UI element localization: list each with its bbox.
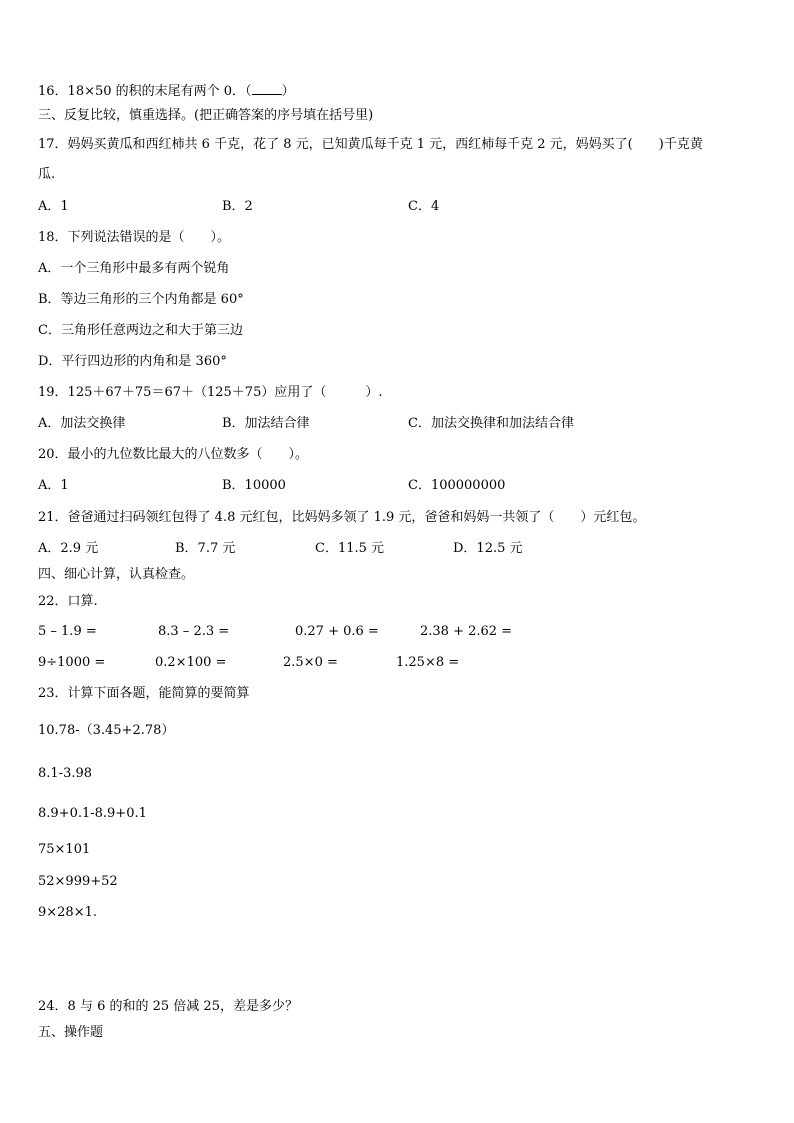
question-19-option-c: C．加法交换律和加法结合律	[408, 416, 574, 431]
question-17-option-c: C．4	[408, 199, 440, 214]
section-3-title: 三、反复比较，慎重选择。(把正确答案的序号填在括号里)	[38, 108, 374, 123]
question-18-option-a: A．一个三角形中最多有两个锐角	[38, 261, 230, 276]
question-17-line-1: 17．妈妈买黄瓜和西红柿共 6 千克，花了 8 元，已知黄瓜每千克 1 元，西红柿每千克 2 元，妈妈买了( )千克黄	[38, 137, 703, 152]
mental-calc-item: 2.38 + 2.62 =	[420, 624, 513, 639]
question-18-stem: 18．下列说法错误的是（ ）。	[38, 230, 231, 245]
question-20-option-c: C．100000000	[408, 478, 506, 493]
question-21-option-d: D．12.5 元	[453, 541, 523, 556]
question-21-option-a: A．2.9 元	[38, 541, 99, 556]
question-16-text: 16．18×50 的积的末尾有两个 0．（	[38, 84, 252, 99]
question-16	[38, 82, 295, 101]
question-16-tail: ）	[281, 84, 295, 99]
question-18-option-b: B．等边三角形的三个内角都是 60°	[38, 292, 244, 307]
question-17-option-a: A．1	[38, 199, 69, 214]
question-19-option-a: A．加法交换律	[38, 416, 126, 431]
mental-calc-item: 0.27 + 0.6 =	[295, 624, 379, 639]
calc-item: 75×101	[38, 842, 91, 857]
question-23-stem: 23．计算下面各题，能简算的要简算	[38, 686, 250, 701]
question-22-stem: 22．口算.	[38, 594, 98, 609]
section-4-title: 四、细心计算，认真检查。	[38, 567, 195, 582]
calc-item: 9×28×1.	[38, 905, 98, 920]
calc-item: 8.9+0.1-8.9+0.1	[38, 806, 147, 821]
calc-item: 8.1-3.98	[38, 766, 93, 781]
question-20-option-b: B．10000	[222, 478, 286, 493]
calc-item: 10.78-（3.45+2.78）	[38, 723, 175, 738]
question-17-line-2: 瓜.	[38, 167, 56, 182]
calc-item: 52×999+52	[38, 874, 118, 889]
mental-calc-item: 8.3 – 2.3 =	[158, 624, 230, 639]
mental-calc-item: 5 – 1.9 =	[38, 624, 97, 639]
mental-calc-item: 2.5×0 =	[283, 655, 338, 670]
question-21-stem: 21．爸爸通过扫码领红包得了 4.8 元红包，比妈妈多领了 1.9 元，爸爸和妈妈一共领了（ ）元红包。	[38, 510, 646, 525]
mental-calc-item: 9÷1000 =	[38, 655, 106, 670]
question-20-option-a: A．1	[38, 478, 69, 493]
question-17-option-b: B．2	[222, 199, 253, 214]
mental-calc-item: 1.25×8 =	[396, 655, 460, 670]
question-18-option-d: D．平行四边形的内角和是 360°	[38, 354, 227, 369]
question-19-stem: 19．125＋67＋75＝67＋（125＋75）应用了（ ）.	[38, 385, 383, 400]
question-21-option-b: B．7.7 元	[175, 541, 236, 556]
question-19-option-b: B．加法结合律	[222, 416, 310, 431]
section-5-title: 五、操作题	[38, 1025, 104, 1040]
question-21-option-c: C．11.5 元	[315, 541, 385, 556]
question-20-stem: 20．最小的九位数比最大的八位数多（ ）。	[38, 447, 309, 462]
mental-calc-item: 0.2×100 =	[155, 655, 227, 670]
question-18-option-c: C．三角形任意两边之和大于第三边	[38, 323, 243, 338]
answer-blank[interactable]	[252, 82, 282, 95]
question-24: 24．8 与 6 的和的 25 倍减 25，差是多少？	[38, 999, 298, 1014]
